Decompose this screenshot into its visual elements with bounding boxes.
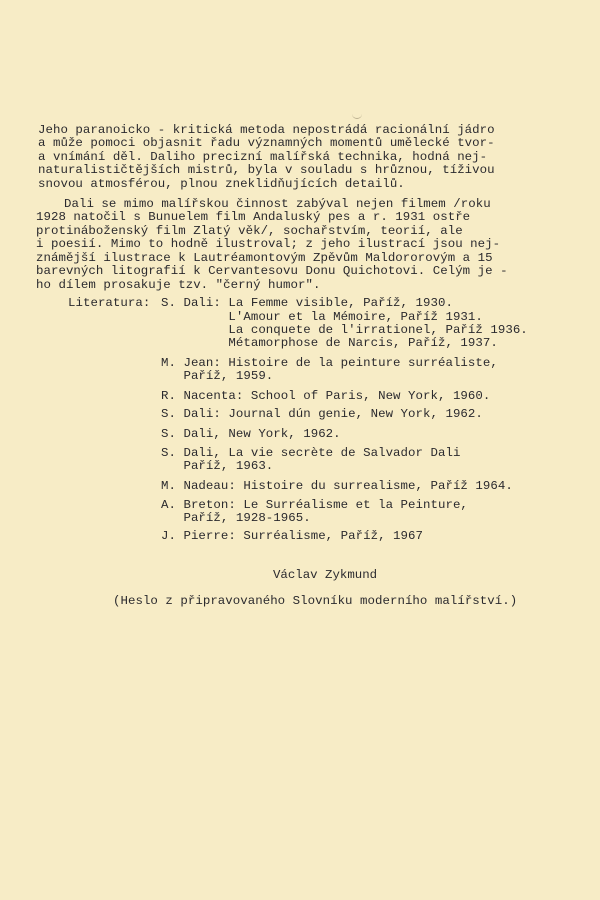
paragraph-1-line: naturalističtějších mistrů, byla v souladu s hrůznou, tíživou [38, 163, 495, 177]
author-signature: Václav Zykmund [273, 568, 378, 582]
bibliography-line: R. Nacenta: School of Paris, New York, 1960. [161, 389, 491, 403]
bibliography-line: La conquete de l'irrationel, Paříž 1936. [161, 323, 528, 337]
source-note: (Heslo z připravovaného Slovníku moderního malířství.) [113, 594, 518, 608]
page-mark [352, 112, 362, 119]
bibliography-line: Paříž, 1959. [161, 369, 274, 383]
bibliography-line: L'Amour et la Mémoire, Paříž 1931. [161, 310, 483, 324]
paragraph-2-line: Dali se mimo malířskou činnost zabýval nejen filmem /roku [64, 197, 491, 211]
paragraph-1-line: snovou atmosférou, plnou zneklidňujících detailů. [38, 177, 405, 191]
paragraph-2-line: 1928 natočil s Bunuelem film Andaluský pes a r. 1931 ostře [36, 210, 471, 224]
paragraph-1-line: a vnímání děl. Daliho precizní malířská technika, hodná nej- [38, 150, 488, 164]
bibliography-line: M. Jean: Histoire de la peinture surréaliste, [161, 356, 498, 370]
literatura-label: Literatura: [68, 296, 151, 310]
bibliography-line: Paříž, 1963. [161, 459, 274, 473]
paragraph-2-line: i poesií. Mimo to hodně ilustroval; z jeho ilustrací jsou nej- [36, 237, 501, 251]
bibliography-line: J. Pierre: Surréalisme, Paříž, 1967 [161, 529, 423, 543]
bibliography-line: S. Dali: Journal dún genie, New York, 1962. [161, 407, 483, 421]
bibliography-line: S. Dali, La vie secrète de Salvador Dali [161, 446, 461, 460]
bibliography-line: S. Dali: La Femme visible, Paříž, 1930. [161, 296, 453, 310]
bibliography-line: Paříž, 1928-1965. [161, 511, 311, 525]
paragraph-2-line: protináboženský film Zlatý věk/, sochařstvím, teorií, ale [36, 224, 463, 238]
bibliography-line: Métamorphose de Narcis, Paříž, 1937. [161, 336, 498, 350]
bibliography-line: A. Breton: Le Surréalisme et la Peinture, [161, 498, 468, 512]
paragraph-2-line: známější ilustrace k Lautréamontovým Zpěvům Maldororovým a 15 [36, 251, 493, 265]
paragraph-1-line: Jeho paranoicko - kritická metoda nepostrádá racionální jádro [38, 123, 495, 137]
paragraph-2-line: barevných litografií k Cervantesovu Donu Quichotovi. Celým je - [36, 264, 508, 278]
bibliography-line: S. Dali, New York, 1962. [161, 427, 341, 441]
paragraph-1-line: a může pomoci objasnit řadu významných momentů umělecké tvor- [38, 136, 495, 150]
paragraph-2-line: ho dílem prosakuje tzv. "černý humor". [36, 278, 321, 292]
bibliography-line: M. Nadeau: Histoire du surrealisme, Paříž 1964. [161, 479, 513, 493]
